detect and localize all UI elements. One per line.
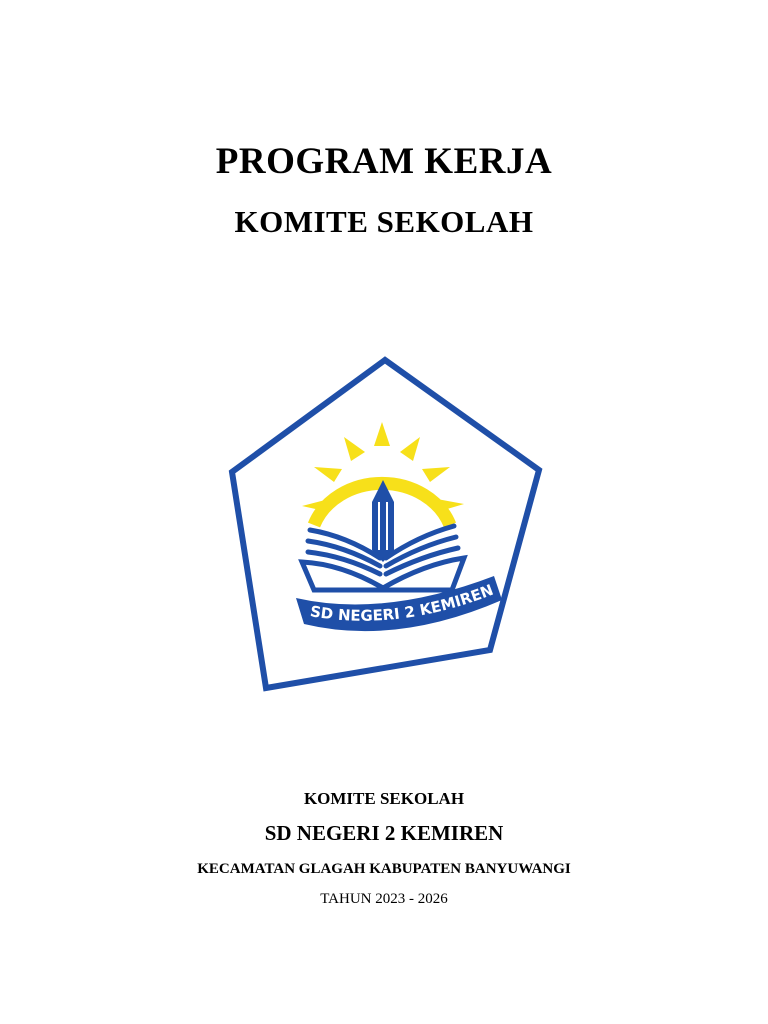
school-logo-graphic bbox=[184, 300, 594, 720]
document-title: PROGRAM KERJA bbox=[215, 141, 553, 182]
ribbon-banner-icon bbox=[296, 576, 502, 631]
pencil-icon bbox=[372, 480, 394, 562]
footer-school-name: SD NEGERI 2 KEMIREN bbox=[264, 821, 504, 845]
footer-location: KECAMATAN GLAGAH KABUPATEN BANYUWANGI bbox=[197, 861, 571, 877]
school-logo bbox=[184, 300, 594, 720]
document-subtitle: KOMITE SEKOLAH bbox=[234, 204, 534, 239]
logo-banner-textpath: SD NEGERI 2 KEMIREN bbox=[308, 580, 496, 625]
footer-period: TAHUN 2023 - 2026 bbox=[320, 891, 448, 907]
footer-organization: KOMITE SEKOLAH bbox=[303, 789, 465, 808]
